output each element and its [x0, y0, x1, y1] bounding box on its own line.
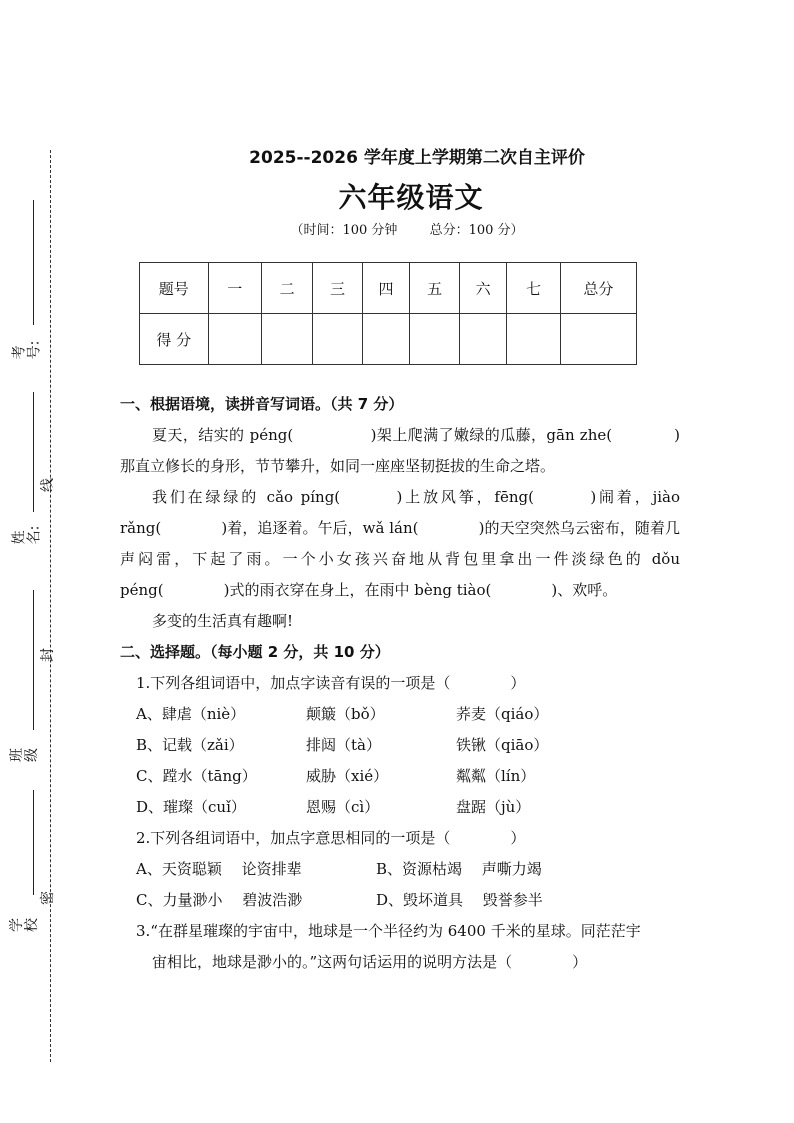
score-cell-4[interactable]	[362, 314, 410, 365]
section1-heading: 一、根据语境，读拼音写词语。（共 7 分）	[120, 395, 404, 413]
score-cell-5[interactable]	[410, 314, 459, 365]
option-item: 颠簸（bǒ）	[306, 705, 385, 723]
score-header-cell: 二	[261, 263, 312, 314]
class-text: 班级	[9, 748, 40, 762]
score-header-cell: 七	[507, 263, 560, 314]
question-1-option-row	[120, 792, 680, 823]
score-header-cell: 四	[362, 263, 410, 314]
option-item: 盘踞（jù）	[456, 798, 531, 816]
option-item: B、记载（zǎi）	[136, 736, 244, 754]
option-item: D、璀璨（cuǐ）	[136, 798, 246, 816]
exam-no-text: 考号:	[11, 340, 43, 360]
option-item: 铁锹（qiāo）	[456, 736, 549, 754]
option-item: C、蹚水（tāng）	[136, 767, 257, 785]
option-item: D、毁坏道具 毁誉参半	[376, 891, 543, 909]
exam-info	[0, 219, 794, 238]
exam-title: 2025--2026 学年度上学期第二次自主评价	[249, 148, 585, 168]
score-cell-6[interactable]	[459, 314, 507, 365]
option-item: 排闼（tà）	[306, 736, 381, 754]
option-item: 威胁（xié）	[306, 767, 389, 785]
score-row-label: 得 分	[140, 314, 209, 365]
binding-dashed-line	[50, 150, 51, 1062]
score-header-cell: 题号	[140, 263, 209, 314]
exam-total: 总分：100 分）	[429, 223, 524, 238]
score-cell-7[interactable]	[507, 314, 560, 365]
score-table-score-row	[140, 314, 637, 365]
question-1-option-row	[120, 730, 680, 761]
option-item: 粼粼（lín）	[456, 767, 536, 785]
name-underline	[33, 392, 34, 512]
score-header-cell: 三	[313, 263, 362, 314]
option-item: 荞麦（qiáo）	[456, 705, 549, 723]
class-underline	[33, 590, 34, 730]
score-table	[139, 262, 637, 365]
name-label	[11, 520, 43, 550]
school-underline	[33, 790, 34, 895]
section1-paragraph-1: 夏天，结实的 péng( )架上爬满了嫩绿的瓜藤，gān zhe( )那直立修长的身形，节节攀升，如同一座座坚韧挺拔的生命之塔。	[120, 426, 680, 475]
option-item: C、力量渺小 碧波浩渺	[136, 891, 303, 909]
score-table-header-row	[140, 263, 637, 314]
class-label	[9, 740, 40, 770]
school-label	[9, 910, 40, 940]
score-header-cell: 一	[208, 263, 261, 314]
seal-char-line: 线	[40, 478, 56, 492]
section2-heading: 二、选择题。（每小题 2 分，共 10 分）	[120, 643, 390, 661]
school-text: 学校	[9, 918, 40, 932]
question-3-stem: 3.“在群星璀璨的宇宙中，地球是一个半径约为 6400 千米的星球。同茫茫宇	[136, 922, 641, 940]
question-1-stem: 1.下列各组词语中，加点字读音有误的一项是（ ）	[136, 674, 526, 692]
seal-char-secret: 密	[40, 891, 56, 905]
seal-char-seal: 封	[40, 648, 56, 662]
score-header-cell: 五	[410, 263, 459, 314]
exam-content	[120, 389, 680, 978]
question-2-stem: 2.下列各组词语中，加点字意思相同的一项是（ ）	[136, 829, 526, 847]
option-item: 恩赐（cì）	[306, 798, 380, 816]
question-3-continuation: 宙相比，地球是渺小的。”这两句话运用的说明方法是（ ）	[152, 953, 588, 971]
name-text: 姓名:	[11, 525, 43, 545]
option-item: B、资源枯竭 声嘶力竭	[376, 860, 542, 878]
score-cell-3[interactable]	[313, 314, 362, 365]
score-cell-2[interactable]	[261, 314, 312, 365]
option-item: A、肆虐（niè）	[136, 705, 246, 723]
section1-paragraph-2: 我们在绿绿的 cǎo píng( )上放风筝，fēng( )闹着，jiào rǎng( )着，追逐着。午后，wǎ lán( )的天空突然乌云密布，随着几声闷雷，下起了雨。一个小女孩兴奋地从背包里拿出一件淡绿色的 dǒu péng( )式的雨衣穿在身上，在雨中 bèng tiào( )、欢呼。	[120, 488, 680, 599]
question-1-option-row	[120, 699, 680, 730]
subject-title: 六年级语文	[338, 181, 484, 214]
section1-paragraph-3: 多变的生活真有趣啊!	[152, 612, 294, 630]
exam-time: （时间：100 分钟	[290, 223, 398, 238]
option-item: A、天资聪颖 论资排辈	[136, 860, 302, 878]
exam-no-label	[11, 335, 43, 365]
score-cell-1[interactable]	[208, 314, 261, 365]
score-cell-total[interactable]	[560, 314, 636, 365]
question-2-option-row	[120, 854, 680, 885]
score-header-cell: 六	[459, 263, 507, 314]
question-2-option-row	[120, 885, 680, 916]
binding-margin	[0, 0, 80, 1123]
question-1-option-row	[120, 761, 680, 792]
score-header-cell: 总分	[560, 263, 636, 314]
